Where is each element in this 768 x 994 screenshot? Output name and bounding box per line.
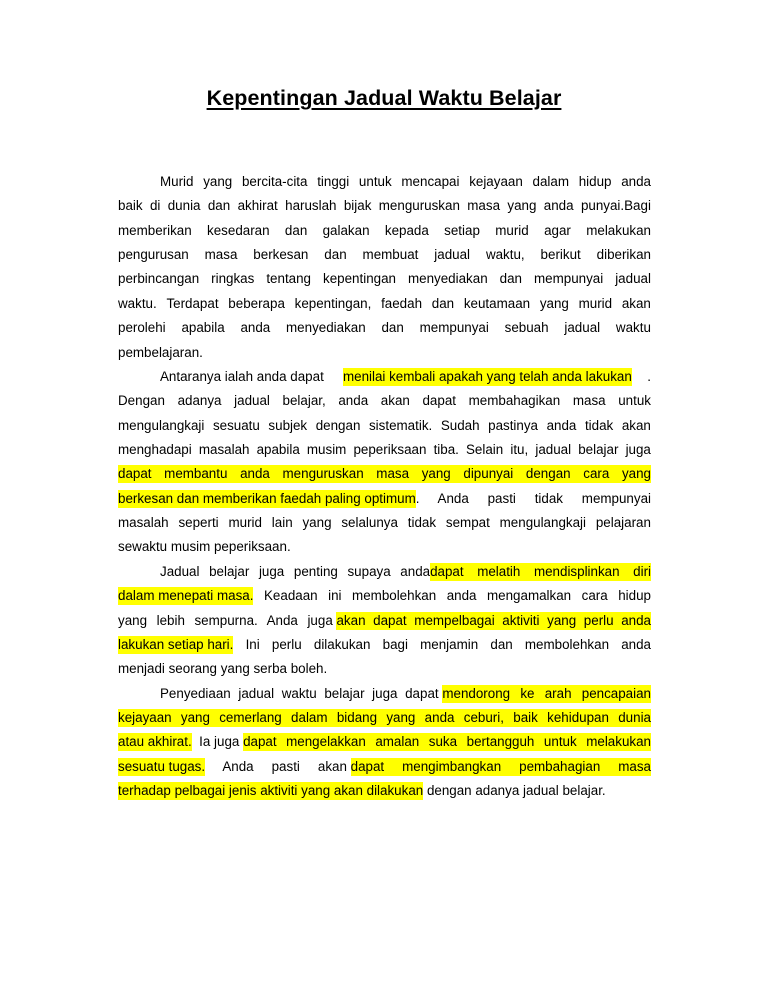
text-line (118, 197, 651, 215)
text-segment: pastinya (488, 417, 538, 433)
text-segment: yang (539, 295, 569, 311)
text-segment: hidup (578, 174, 612, 189)
highlighted-text: dapat mengelakkan amalan suka bertangguh untuk melakukan (243, 734, 651, 750)
text-segment: yang (507, 198, 537, 214)
highlighted-text: dapat mengimbangkan pembahagian masa (350, 758, 651, 774)
text-segment: waktu, (485, 247, 525, 263)
text-segment: bercita-cita (241, 174, 308, 189)
text-line (118, 222, 651, 240)
text-segment: mengulangkaji (499, 515, 586, 530)
text-line (118, 441, 651, 459)
text-segment: untuk (358, 174, 392, 189)
text-segment: perbincangan (118, 271, 200, 287)
text-segment: tentang (266, 271, 312, 287)
text-segment: perolehi (118, 320, 166, 336)
text-segment: akan (621, 295, 651, 311)
text-line (118, 660, 651, 678)
text-line (118, 490, 651, 508)
text-segment: anda (546, 417, 577, 433)
text-segment: dan (381, 320, 404, 336)
text-segment: dapat (422, 393, 456, 409)
highlighted-text: akan dapat mempelbagai aktiviti yang perlu anda (336, 612, 651, 628)
text-segment: tiba. (433, 442, 459, 457)
highlighted-text: dapat membantu anda menguruskan masa yang dipunyai dengan cara yang (118, 466, 651, 482)
text-segment: dan (207, 198, 231, 214)
text-segment: anda (543, 198, 574, 214)
text-segment: jadual (564, 320, 601, 336)
highlighted-text: atau akhirat. (118, 734, 192, 750)
text-segment: apabila (256, 442, 300, 457)
text-segment: masa (572, 393, 606, 409)
text-segment: melakukan (586, 222, 651, 238)
text-segment: Dengan (118, 393, 165, 409)
text-segment: musim (306, 442, 347, 457)
text-segment: kepentingan, (294, 295, 372, 311)
text-segment: menjadi seorang yang serba boleh. (118, 661, 328, 677)
highlighted-text: dalam menepati masa. (118, 588, 254, 604)
text-segment: jadual (434, 247, 471, 263)
text-segment: mengulangkaji (118, 417, 205, 433)
text-line (118, 733, 651, 751)
text-segment: agar (544, 222, 571, 238)
text-segment: Sudah (440, 417, 480, 433)
text-segment: yang (302, 515, 332, 530)
text-segment: beberapa (228, 295, 285, 311)
text-line (160, 368, 651, 386)
highlighted-text: lakukan setiap hari. (118, 636, 234, 652)
text-segment: pengurusan (118, 247, 189, 263)
text-segment: anda (240, 320, 271, 336)
text-segment: menyediakan (286, 320, 366, 336)
text-line (118, 344, 651, 362)
text-segment: dengan adanya jadual belajar. (423, 783, 606, 798)
text-segment: dengan (315, 417, 361, 433)
text-segment: jadual (615, 271, 651, 287)
text-segment: Terdapat (166, 295, 219, 311)
text-segment: mencapai (401, 174, 460, 189)
text-line (118, 538, 651, 556)
text-segment: berkesan (253, 247, 309, 263)
text-segment: anda (621, 174, 651, 189)
text-segment: belajar (578, 442, 619, 457)
text-segment: waktu (615, 320, 651, 336)
text-segment: seperti (178, 515, 219, 530)
text-segment: masa (467, 198, 501, 214)
text-segment: Keadaan ini membolehkan anda mengamalkan cara hidup (253, 588, 651, 604)
text-segment: dunia (167, 198, 201, 214)
text-line (118, 612, 651, 630)
text-line (118, 782, 651, 800)
highlighted-text: mendorong ke arah pencapaian (442, 685, 652, 701)
text-segment: kesedaran (207, 222, 270, 238)
text-segment: . Anda pasti tidak mempunyai (415, 490, 651, 506)
text-line (118, 270, 651, 288)
text-segment: anda (338, 393, 369, 409)
text-segment: setiap (444, 222, 480, 238)
text-segment: yang (203, 174, 233, 189)
text-segment: belajar, (282, 393, 326, 409)
text-segment: peperiksaan (353, 442, 427, 457)
text-segment: dan (324, 247, 347, 263)
text-segment: adanya (177, 393, 222, 409)
text-segment: sempat (445, 515, 490, 530)
text-segment: keutamaan (463, 295, 531, 311)
text-segment: faedah (381, 295, 423, 311)
text-segment: selalunya (341, 515, 398, 530)
text-segment: akan (380, 393, 410, 409)
text-segment: dalam (532, 174, 569, 189)
text-segment: tidak (584, 417, 614, 433)
text-segment: haruslah (285, 198, 337, 214)
text-line (118, 319, 651, 337)
text-segment: mempunyai (533, 271, 604, 287)
text-segment: masa (204, 247, 238, 263)
text-line (118, 417, 651, 435)
highlighted-text: sesuatu tugas. (118, 758, 206, 774)
text-segment: Jadual belajar juga penting supaya anda (160, 563, 431, 579)
highlighted-text: berkesan dan memberikan faedah paling optimum (118, 490, 416, 506)
text-line (118, 709, 651, 727)
text-segment: membuat (362, 247, 419, 263)
text-segment: subjek (268, 417, 308, 433)
text-line (118, 514, 651, 532)
text-segment: dan (431, 295, 455, 311)
text-line (160, 563, 651, 581)
text-segment: itu, (510, 442, 529, 457)
text-segment: ringkas (211, 271, 255, 287)
text-segment: Anda pasti akan (205, 758, 351, 774)
text-segment: jadual (234, 393, 270, 409)
text-segment: Ia juga (191, 734, 244, 750)
text-segment: galakan (322, 222, 370, 238)
text-segment: sebuah (504, 320, 549, 336)
text-segment: juga (625, 442, 651, 457)
text-segment: kepentingan (323, 271, 396, 287)
text-segment: baik (118, 198, 143, 214)
text-segment: lain (271, 515, 293, 530)
text-segment: di (149, 198, 161, 214)
text-line (118, 587, 651, 605)
text-segment: Murid (160, 174, 194, 189)
text-segment: Selain (466, 442, 504, 457)
text-segment: yang lebih sempurna. Anda juga (118, 612, 337, 628)
text-line (118, 465, 651, 483)
highlighted-text: menilai kembali apakah yang telah anda lakukan (342, 368, 632, 384)
text-segment: apabila (181, 320, 225, 336)
text-segment: punyai.Bagi (580, 198, 651, 214)
text-segment: Penyediaan jadual waktu belajar juga dapat (160, 685, 443, 701)
text-segment: pembelajaran. (118, 344, 203, 360)
text-segment: akan (621, 417, 651, 433)
text-line (118, 295, 651, 313)
text-segment: bijak (343, 198, 372, 214)
page-title: Kepentingan Jadual Waktu Belajar (206, 86, 562, 110)
highlighted-text: terhadap pelbagai jenis aktiviti yang akan dilakukan (118, 783, 424, 798)
text-segment: memberikan (118, 222, 192, 238)
text-segment: . (647, 368, 651, 384)
text-segment: diberikan (596, 247, 651, 263)
text-segment: menghadapi (118, 442, 192, 457)
text-segment: akhirat (237, 198, 278, 214)
text-line (118, 246, 651, 264)
text-segment: masalah (198, 442, 250, 457)
text-segment: kepada (384, 222, 429, 238)
text-segment: murid (495, 222, 529, 238)
text-segment: tinggi (317, 174, 350, 189)
text-segment: murid (228, 515, 262, 530)
text-line (160, 173, 651, 191)
text-segment: dan (284, 222, 308, 238)
text-segment: masalah (118, 515, 169, 530)
text-line (118, 636, 651, 654)
text-segment: Ini perlu dilakukan bagi menjamin dan membolehkan anda (233, 636, 651, 652)
highlighted-text: dapat melatih mendisplinkan diri (430, 563, 651, 579)
text-segment: berikut (540, 247, 581, 263)
text-line (160, 685, 651, 703)
text-segment: untuk (618, 393, 651, 409)
highlighted-text: kejayaan yang cemerlang dalam bidang yang anda ceburi, baik kehidupan dunia (118, 709, 651, 725)
text-segment: membahagikan (468, 393, 561, 409)
text-segment: pelajaran (595, 515, 651, 530)
text-segment: Antaranya ialah anda dapat (160, 368, 328, 384)
text-segment: kejayaan (469, 174, 523, 189)
text-segment: menguruskan (378, 198, 460, 214)
text-segment: dan (499, 271, 522, 287)
text-line (118, 758, 651, 776)
text-segment: tidak (407, 515, 437, 530)
text-segment: murid (578, 295, 613, 311)
text-segment: mempunyai (419, 320, 489, 336)
text-segment: menyediakan (407, 271, 488, 287)
text-segment: sewaktu musim peperiksaan. (118, 539, 291, 555)
text-segment: sesuatu (212, 417, 260, 433)
text-segment: sistematik. (368, 417, 433, 433)
text-segment: jadual (535, 442, 572, 457)
text-line (118, 392, 651, 410)
text-segment: waktu. (118, 295, 157, 311)
